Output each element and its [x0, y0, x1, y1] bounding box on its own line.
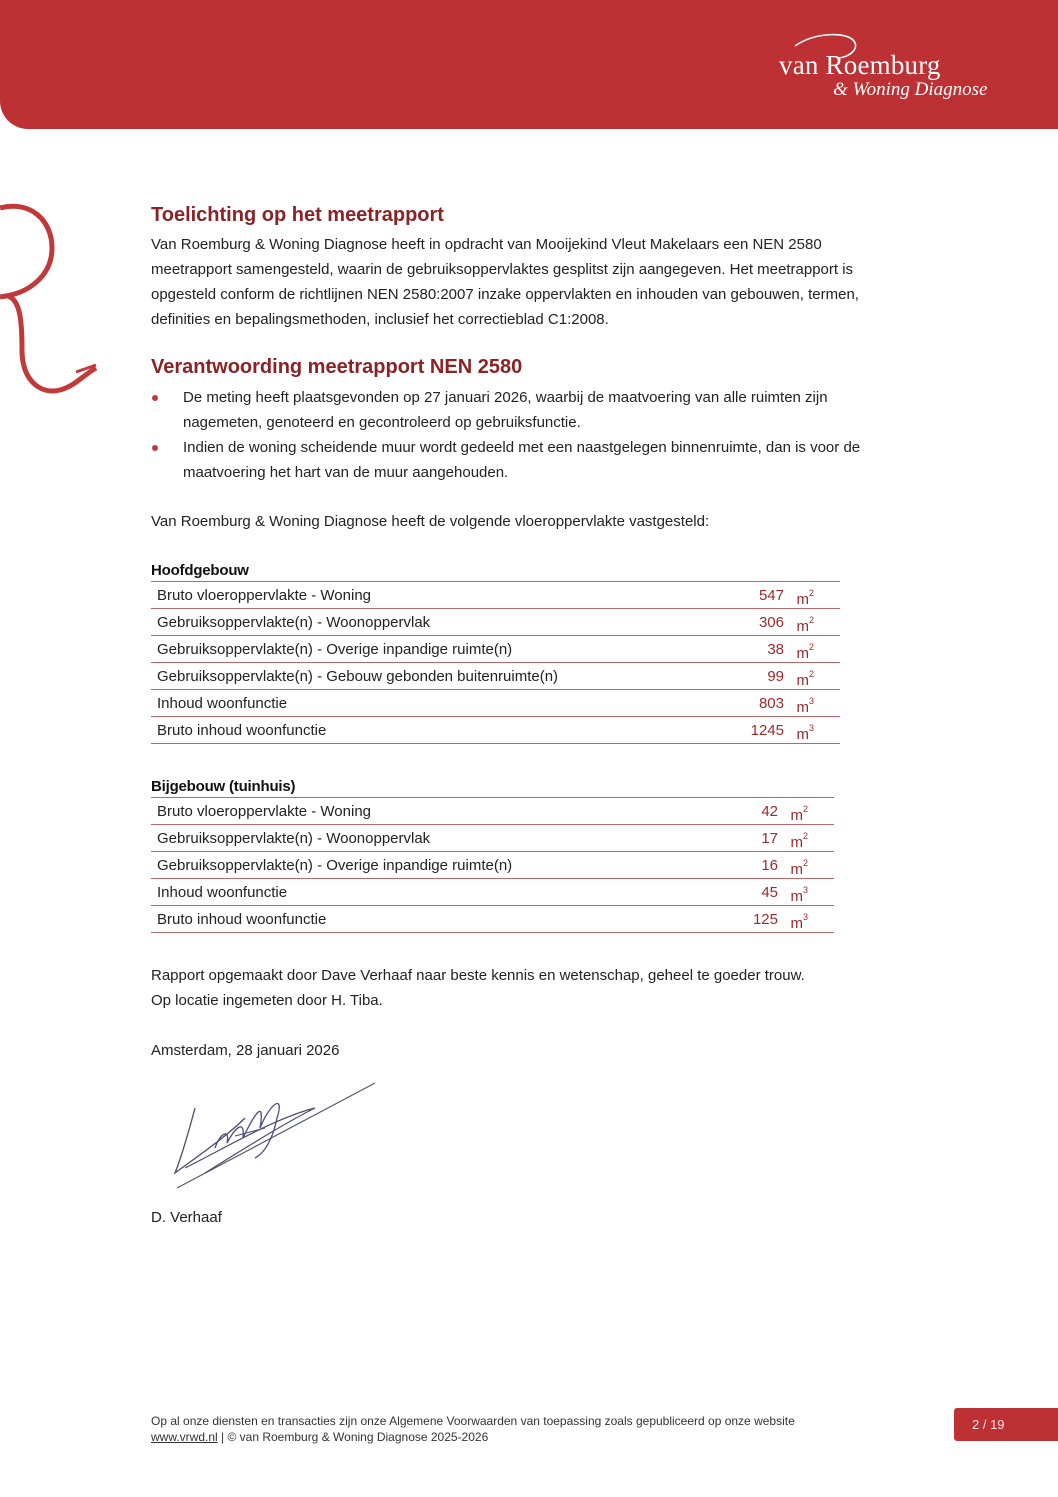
bullet-icon — [152, 445, 158, 451]
footer-disclaimer: Op al onze diensten en transacties zijn onze Algemene Voorwaarden van toepassing zoals gepubliceerd op onze website www.vrwd.nl | © van Roemburg & Woning Diagnose 2025-2026 — [151, 1414, 795, 1444]
logo-line2: & Woning Diagnose — [833, 79, 988, 100]
closing-line2: Op locatie ingemeten door H. Tiba. — [151, 992, 383, 1009]
table-row: Gebruiksoppervlakte(n) - Woonoppervlak 17 $m^2$ — [151, 825, 834, 852]
page-number-badge: 2 / 19 — [954, 1408, 1058, 1441]
signature-icon — [165, 1078, 385, 1198]
place-date: Amsterdam, 28 januari 2026 — [151, 1042, 340, 1059]
table-row: Gebruiksoppervlakte(n) - Gebouw gebonden buitenruimte(n) 99 $m^2$ — [151, 663, 840, 690]
website-link[interactable]: www.vrwd.nl — [151, 1430, 218, 1444]
table-row: Bruto vloeroppervlakte - Woning 42 $m^2$ — [151, 798, 834, 825]
bullet-icon — [152, 395, 158, 401]
list-item: De meting heeft plaatsgevonden op 27 januari 2026, waarbij de maatvoering van alle ruimten zijn nagemeten, genoteerd en gecontroleerd op gebruiksfunctie. — [151, 385, 896, 435]
verantwoording-list — [151, 385, 896, 485]
heading-verantwoording: Verantwoording meetrapport NEN 2580 — [151, 356, 523, 378]
heading-toelichting: Toelichting op het meetrapport — [151, 204, 444, 226]
table-hoofdgebouw — [151, 560, 840, 744]
logo-line1: van Roemburg — [779, 50, 941, 80]
table-row: Bruto vloeroppervlakte - Woning 547 $m^2$ — [151, 582, 840, 609]
company-logo — [775, 30, 1015, 110]
table-row: Inhoud woonfunctie 45 $m^3$ — [151, 879, 834, 906]
table-row: Inhoud woonfunctie 803 $m^3$ — [151, 690, 840, 717]
table-row: Bruto inhoud woonfunctie 1245 $m^3$ — [151, 717, 840, 744]
toelichting-paragraph: Van Roemburg & Woning Diagnose heeft in opdracht van Mooijekind Vleut Makelaars een NEN 2580 meetrapport samengesteld, waarin de gebruiksoppervlaktes gesplitst zijn aangegeven. Het meetrapport is opgesteld conform de richtlijnen NEN 2580:2007 inzake oppervlakten en inhouden van gebouwen, termen, definities en bepalingsmethoden, inclusief het correctieblad C1:2008. — [151, 236, 859, 328]
table-title: Bijgebouw (tuinhuis) — [151, 776, 834, 798]
table-row: Gebruiksoppervlakte(n) - Overige inpandige ruimte(n) 16 $m^2$ — [151, 852, 834, 879]
table-row: Gebruiksoppervlakte(n) - Woonoppervlak 306 $m^2$ — [151, 609, 840, 636]
intro-paragraph: Van Roemburg & Woning Diagnose heeft de volgende vloeroppervlakte vastgesteld: — [151, 513, 710, 530]
decorative-r-monogram-icon — [0, 200, 100, 400]
table-bijgebouw — [151, 776, 834, 933]
list-item: Indien de woning scheidende muur wordt gedeeld met een naastgelegen binnenruimte, dan is voor de maatvoering het hart van de muur aangehouden. — [151, 435, 896, 485]
table-title: Hoofdgebouw — [151, 560, 840, 582]
closing-line1: Rapport opgemaakt door Dave Verhaaf naar beste kennis en wetenschap, geheel te goeder trouw. — [151, 967, 805, 984]
signatory-name: D. Verhaaf — [151, 1209, 222, 1226]
table-row: Bruto inhoud woonfunctie 125 $m^3$ — [151, 906, 834, 933]
table-row: Gebruiksoppervlakte(n) - Overige inpandige ruimte(n) 38 $m^2$ — [151, 636, 840, 663]
